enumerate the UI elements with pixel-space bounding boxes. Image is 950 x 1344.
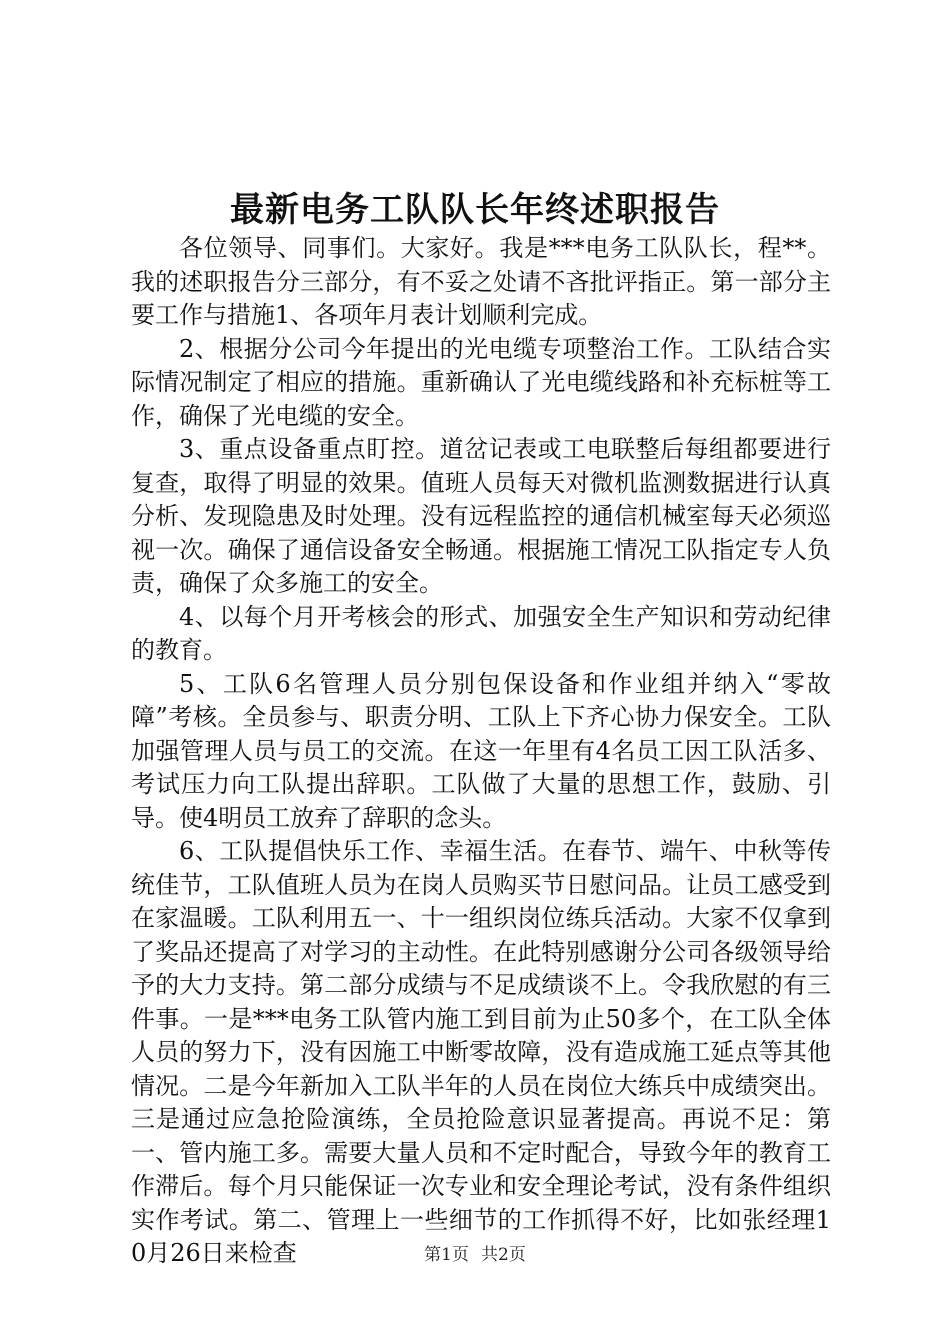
page-number: 第1页 bbox=[424, 1245, 469, 1265]
paragraph-1: 各位领导、同事们。大家好。我是***电务工队队长，程**。我的述职报告分三部分，有不妥之处请不吝批评指正。第一部分主要工作与措施1、各项年月表计划顺利完成。 bbox=[131, 234, 831, 329]
paragraph-5: 5、工队6名管理人员分别包保设备和作业组并纳入“零故障”考核。全员参与、职责分明、工队上下齐心协力保安全。工队加强管理人员与员工的交流。在这一年里有4名员工因工队活多、考试压力向工队提出辞职。工队做了大量的思想工作，鼓励、引导。使4明员工放弃了辞职的念头。 bbox=[131, 669, 831, 832]
page-total: 共2页 bbox=[481, 1245, 526, 1265]
document-body bbox=[131, 232, 831, 1271]
page-footer bbox=[0, 1244, 950, 1266]
paragraph-2: 2、根据分公司今年提出的光电缆专项整治工作。工队结合实际情况制定了相应的措施。重新确认了光电缆线路和补充标桩等工作，确保了光电缆的安全。 bbox=[131, 334, 831, 430]
paragraph-4: 4、以每个月开考核会的形式、加强安全生产知识和劳动纪律的教育。 bbox=[131, 602, 831, 664]
paragraph-3: 3、重点设备重点盯控。道岔记表或工电联整后每组都要进行复查，取得了明显的效果。值班人员每天对微机监测数据进行认真分析、发现隐患及时处理。没有远程监控的通信机械室每天必须巡视一次。确保了通信设备安全畅通。根据施工情况工队指定专人负责，确保了众多施工的安全。 bbox=[131, 435, 831, 597]
paragraph-6: 6、工队提倡快乐工作、幸福生活。在春节、端午、中秋等传统佳节，工队值班人员为在岗人员购买节日慰问品。让员工感受到在家温暖。工队利用五一、十一组织岗位练兵活动。大家不仅拿到了奖品还提高了对学习的主动性。在此特别感谢分公司各级领导给予的大力支持。第二部分成绩与不足成绩谈不上。令我欣慰的有三件事。一是***电务工队管内施工到目前为止50多个，在工队全体人员的努力下，没有因施工中断零故障，没有造成施工延点等其他情况。二是今年新加入工队半年的人员在岗位大练兵中成绩突出。三是通过应急抢险演练，全员抢险意识显著提高。再说不足：第一、管内施工多。需要大量人员和不定时配合，导致今年的教育工作滞后。每个月只能保证一次专业和安全理论考试，没有条件组织实作考试。第二、管理上一些细节的工作抓得不好，比如张经理10月26日来检查 bbox=[131, 837, 831, 1267]
document-title: 最新电务工队队长年终述职报告 bbox=[230, 190, 720, 230]
